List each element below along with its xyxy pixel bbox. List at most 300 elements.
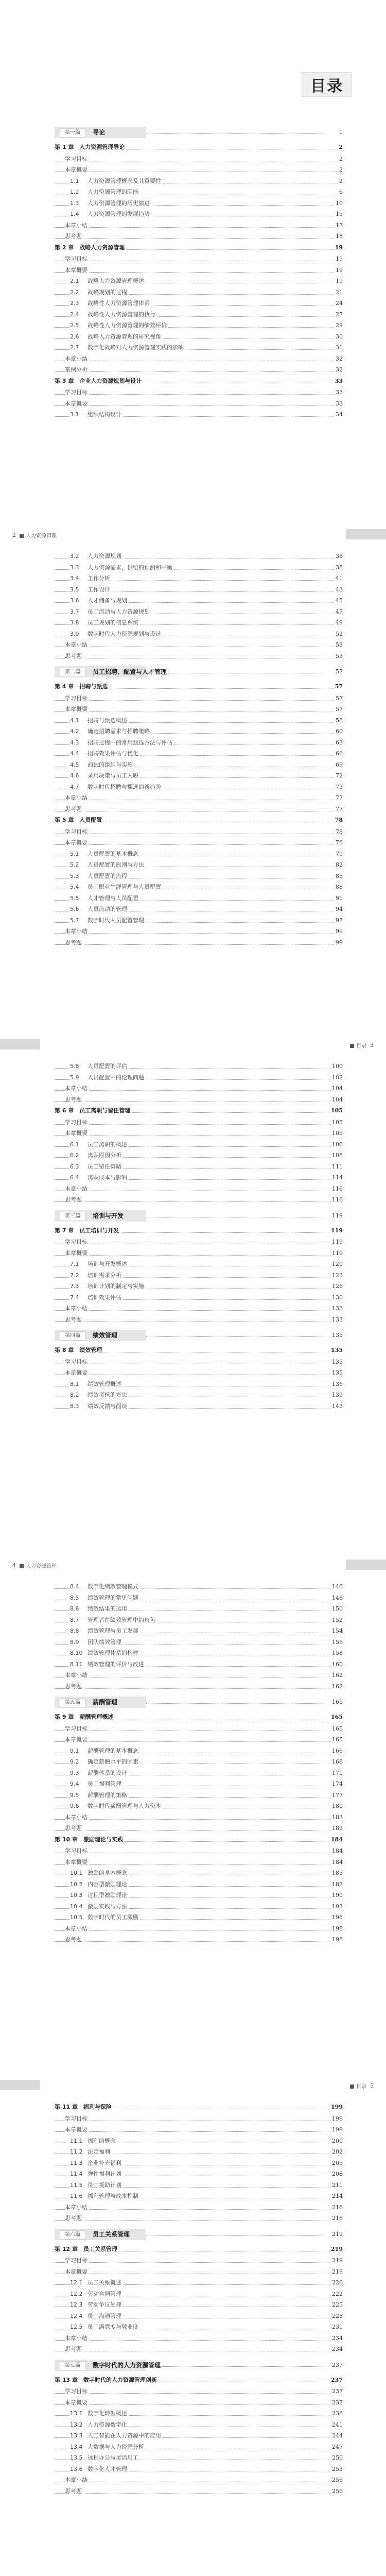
section-entry[interactable]	[55, 1390, 343, 1400]
entry-title	[70, 198, 151, 209]
subentry[interactable]	[55, 399, 343, 409]
subentry[interactable]	[55, 165, 343, 175]
page-ref: 222	[330, 2289, 343, 2299]
subentry[interactable]	[55, 1724, 343, 1734]
section-entry[interactable]	[55, 2442, 343, 2452]
page-ref: 24	[334, 298, 343, 309]
part-heading[interactable]	[55, 1697, 343, 1708]
toc-page	[0, 1551, 386, 2056]
section-title: 弹性福利计划	[87, 2171, 121, 2177]
section-entry[interactable]	[55, 320, 343, 331]
subentry[interactable]	[55, 1315, 343, 1325]
entry-title: 本章概要	[65, 2398, 89, 2408]
section-title: 战略性人力资源管理的执行	[87, 311, 155, 318]
part-heading[interactable]	[55, 2229, 343, 2240]
section-title: 绩效管理的评价与改进	[87, 1660, 144, 1668]
section-entry[interactable]	[55, 198, 343, 209]
entry-title	[70, 1390, 129, 1400]
section-title: 大数据与人力资源分析	[87, 2443, 144, 2450]
subentry[interactable]	[55, 1095, 343, 1105]
subentry[interactable]	[55, 1184, 343, 1194]
section-entry[interactable]	[55, 410, 343, 420]
section-title: 员工沟通管理	[87, 2312, 121, 2319]
entry-title: 第 12 章 员工关系管理	[55, 2244, 119, 2255]
subentry[interactable]	[55, 2114, 343, 2124]
subentry[interactable]	[55, 1357, 343, 1367]
subentry[interactable]	[55, 221, 343, 231]
leader-dots	[55, 1201, 343, 1202]
section-entry[interactable]	[55, 585, 343, 595]
section-entry[interactable]	[55, 860, 343, 870]
section-entry[interactable]	[55, 2322, 343, 2332]
running-head	[20, 1562, 57, 1569]
subentry[interactable]	[55, 2333, 343, 2344]
entry-title: 第 7 章 员工培训与开发	[55, 1226, 120, 1236]
section-entry[interactable]	[55, 1779, 343, 1789]
entry-title	[70, 1648, 140, 1658]
subentry[interactable]	[55, 2398, 343, 2408]
section-number: 4.2	[70, 728, 79, 735]
section-number: 11.4	[70, 2171, 83, 2177]
subentry[interactable]	[55, 354, 343, 364]
leader-dots	[55, 1830, 343, 1831]
section-entry[interactable]	[55, 760, 343, 770]
subentry[interactable]	[55, 938, 343, 948]
page-ref: 66	[334, 749, 343, 759]
subentry[interactable]	[55, 2475, 343, 2485]
section-entry[interactable]	[55, 1379, 343, 1389]
subentry[interactable]	[55, 1128, 343, 1139]
section-entry[interactable]	[55, 1293, 343, 1303]
page-ref: 6	[338, 187, 343, 197]
chapter-entry[interactable]	[55, 1712, 343, 1722]
section-entry[interactable]	[55, 771, 343, 781]
chapter-entry[interactable]	[55, 2375, 343, 2385]
page-ref: 162	[330, 1682, 343, 1692]
subentry[interactable]	[55, 1924, 343, 1934]
subentry[interactable]	[55, 387, 343, 398]
subentry[interactable]	[55, 2267, 343, 2277]
section-entry[interactable]	[55, 1140, 343, 1150]
section-entry[interactable]	[55, 1890, 343, 1901]
leader-dots	[55, 1819, 343, 1820]
section-title: 离职成本与影响	[87, 1174, 127, 1181]
section-entry[interactable]	[55, 343, 343, 353]
section-entry[interactable]	[55, 332, 343, 342]
section-entry[interactable]	[55, 1868, 343, 1878]
section-number: 1.1	[70, 177, 79, 184]
section-entry[interactable]	[55, 749, 343, 759]
section-entry[interactable]	[55, 1270, 343, 1281]
section-title: 培训效果评估	[87, 1294, 121, 1301]
section-entry[interactable]	[55, 916, 343, 926]
section-entry[interactable]	[55, 738, 343, 748]
section-entry[interactable]	[55, 1648, 343, 1658]
entry-title	[70, 1779, 123, 1789]
part-heading[interactable]	[55, 1210, 343, 1222]
subentry[interactable]	[55, 651, 343, 662]
subentry[interactable]	[55, 1303, 343, 1314]
section-entry[interactable]	[55, 1746, 343, 1756]
page-ref: 119	[329, 1226, 343, 1236]
page-ref: 120	[330, 1259, 343, 1269]
page-ref: 49	[334, 618, 343, 628]
section-title: 团队绩效管理	[87, 1638, 121, 1646]
subentry[interactable]	[55, 1083, 343, 1094]
section-title: 招聘与甄选概述	[87, 717, 127, 724]
entry-title	[70, 1401, 129, 1412]
subentry[interactable]	[55, 804, 343, 815]
part-number: 第四篇	[60, 1331, 85, 1341]
page-ref: 184	[330, 1846, 343, 1856]
section-entry[interactable]	[55, 2191, 343, 2201]
section-title: 面试的组织与实施	[87, 761, 133, 768]
section-entry[interactable]	[55, 551, 343, 562]
subentry[interactable]	[55, 926, 343, 937]
section-entry[interactable]	[55, 893, 343, 904]
section-number: 2.4	[70, 311, 79, 318]
page-ref: 219	[332, 2230, 343, 2238]
subentry[interactable]	[55, 1368, 343, 1378]
subentry[interactable]	[55, 1846, 343, 1856]
entry-title	[70, 916, 146, 926]
section-entry[interactable]	[55, 1637, 343, 1648]
section-entry[interactable]	[55, 209, 343, 219]
subentry[interactable]	[55, 1935, 343, 1945]
section-entry[interactable]	[55, 1593, 343, 1603]
section-entry[interactable]	[55, 1582, 343, 1592]
section-entry[interactable]	[55, 1615, 343, 1625]
section-entry[interactable]	[55, 849, 343, 859]
entry-title: 思考题	[65, 1095, 83, 1105]
entry-title	[70, 1746, 140, 1756]
section-number: 4.5	[70, 761, 79, 768]
section-entry[interactable]	[55, 2453, 343, 2463]
subentry[interactable]	[55, 231, 343, 242]
section-title: 福利的概念	[87, 2137, 116, 2144]
section-number: 13.2	[70, 2421, 83, 2428]
subentry[interactable]	[55, 1195, 343, 1205]
section-entry[interactable]	[55, 2136, 343, 2146]
page-ref: 126	[330, 1281, 343, 1292]
entry-title: 第 2 章 战略人力资源管理	[55, 243, 126, 253]
page-ref: 199	[330, 2114, 343, 2124]
page-ref: 193	[330, 1902, 343, 1912]
section-entry[interactable]	[55, 716, 343, 726]
page-ref: 63	[334, 738, 343, 748]
section-entry[interactable]	[55, 310, 343, 320]
section-entry[interactable]	[55, 1173, 343, 1183]
section-entry[interactable]	[55, 1902, 343, 1912]
section-entry[interactable]	[55, 2158, 343, 2168]
leader-dots	[55, 1310, 343, 1311]
part-number: 第二篇	[60, 668, 85, 677]
page-ref: 220	[330, 2278, 343, 2288]
page-ref: 219	[329, 2244, 343, 2255]
page-ref: 214	[330, 2191, 343, 2201]
section-title: 数字时代招聘与甄选的新趋势	[87, 783, 161, 790]
subentry[interactable]	[55, 827, 343, 837]
page-ref: 165	[329, 1712, 343, 1722]
page-ref: 2	[338, 154, 343, 164]
section-entry[interactable]	[55, 2147, 343, 2157]
entry-title	[70, 1593, 140, 1603]
subentry[interactable]	[55, 1823, 343, 1834]
part-title: 培训与开发	[93, 1212, 124, 1219]
section-entry[interactable]	[55, 1801, 343, 1811]
page-ref: 123	[330, 1270, 343, 1281]
entry-title: 学习目标	[65, 2114, 89, 2124]
section-entry[interactable]	[55, 1879, 343, 1890]
subentry[interactable]	[55, 1812, 343, 1823]
subentry[interactable]	[55, 1857, 343, 1868]
page-ref: 104	[330, 1095, 343, 1105]
subentry[interactable]	[55, 640, 343, 650]
chapter-entry[interactable]	[55, 1106, 343, 1116]
subentry[interactable]	[55, 1117, 343, 1128]
toc-list	[55, 2102, 343, 2571]
section-entry[interactable]	[55, 1790, 343, 1801]
section-entry[interactable]	[55, 1757, 343, 1767]
entry-title	[70, 176, 163, 187]
section-number: 6.1	[70, 1141, 79, 1148]
subentry[interactable]	[55, 693, 343, 704]
section-title: 薪酬管理的策略	[87, 1791, 127, 1799]
section-entry[interactable]	[55, 573, 343, 584]
section-entry[interactable]	[55, 871, 343, 882]
chapter-entry[interactable]	[55, 142, 343, 152]
section-entry[interactable]	[55, 1401, 343, 1412]
section-entry[interactable]	[55, 629, 343, 639]
page-ref: 238	[330, 2409, 343, 2419]
section-number: 2.5	[70, 322, 79, 329]
page-ref: 19	[334, 254, 343, 264]
entry-title	[70, 1626, 140, 1636]
chapter-entry[interactable]	[55, 376, 343, 386]
entry-title: 本章概要	[65, 2125, 89, 2135]
entry-title: 学习目标	[65, 387, 89, 398]
section-number: 3.2	[70, 553, 79, 560]
part-heading[interactable]	[55, 1330, 343, 1341]
section-entry[interactable]	[55, 276, 343, 286]
entry-title	[70, 904, 129, 914]
section-entry[interactable]	[55, 1073, 343, 1083]
part-title: 薪酬管理	[93, 1699, 118, 1706]
section-entry[interactable]	[55, 1604, 343, 1614]
section-entry[interactable]	[55, 2420, 343, 2430]
leader-dots	[55, 2493, 343, 2494]
chapter-entry[interactable]	[55, 682, 343, 692]
entry-title: 思考题	[65, 1682, 83, 1692]
section-entry[interactable]	[55, 2169, 343, 2179]
subentry[interactable]	[55, 1237, 343, 1247]
section-title: 数字化战略对人力资源管理实践的影响	[87, 344, 184, 351]
entry-title	[70, 860, 146, 870]
page-ref: 139	[330, 1390, 343, 1400]
section-title: 确定招聘需求与招聘策略	[87, 728, 150, 735]
section-title: 激励的基本概念	[87, 1870, 127, 1876]
page-ref: 18	[334, 231, 343, 242]
page-ref: 79	[334, 849, 343, 859]
leader-dots	[55, 1321, 343, 1322]
subentry[interactable]	[55, 365, 343, 375]
entry-title: 思考题	[65, 651, 83, 662]
section-title: 数字时代人员配置管理	[87, 917, 144, 924]
part-heading[interactable]	[55, 2360, 343, 2371]
subentry[interactable]	[55, 2486, 343, 2497]
subentry[interactable]	[55, 254, 343, 264]
part-heading[interactable]	[55, 666, 343, 677]
page-ref: 208	[330, 2169, 343, 2179]
subentry[interactable]	[55, 1248, 343, 1259]
chapter-entry[interactable]	[55, 243, 343, 253]
section-entry[interactable]	[55, 618, 343, 628]
section-title: 绩效反馈与面谈	[87, 1402, 127, 1410]
section-entry[interactable]	[55, 1061, 343, 1072]
section-entry[interactable]	[55, 1626, 343, 1636]
section-entry[interactable]	[55, 2278, 343, 2288]
entry-title	[70, 1582, 140, 1592]
entry-title	[70, 585, 112, 595]
leader-dots	[146, 1336, 325, 1337]
section-entry[interactable]	[55, 1162, 343, 1172]
subentry[interactable]	[55, 1735, 343, 1745]
entry-title	[70, 1868, 129, 1878]
section-entry[interactable]	[55, 2311, 343, 2321]
entry-title	[70, 2311, 123, 2321]
section-entry[interactable]	[55, 596, 343, 606]
section-number: 11.5	[70, 2181, 83, 2189]
page-ref: 47	[334, 607, 343, 617]
subentry[interactable]	[55, 704, 343, 715]
page-ref: 116	[330, 1195, 343, 1205]
entry-title	[70, 276, 146, 286]
page-ref: 57	[336, 668, 343, 675]
section-entry[interactable]	[55, 2464, 343, 2475]
section-entry[interactable]	[55, 2409, 343, 2419]
section-entry[interactable]	[55, 2300, 343, 2310]
section-entry[interactable]	[55, 904, 343, 914]
section-number: 1.2	[70, 189, 79, 195]
section-entry[interactable]	[55, 1259, 343, 1269]
section-number: 8.4	[70, 1583, 79, 1590]
section-entry[interactable]	[55, 882, 343, 892]
entry-title	[70, 2278, 123, 2288]
section-entry[interactable]	[55, 607, 343, 617]
section-number: 2.2	[70, 289, 79, 296]
subentry[interactable]	[55, 1682, 343, 1692]
subentry[interactable]	[55, 2202, 343, 2213]
section-entry[interactable]	[55, 563, 343, 573]
part-heading[interactable]	[55, 127, 343, 138]
section-number: 7.4	[70, 1294, 79, 1301]
subentry[interactable]	[55, 838, 343, 848]
section-entry[interactable]	[55, 1281, 343, 1292]
section-title: 录用决策与员工入职	[87, 772, 138, 779]
section-entry[interactable]	[55, 1659, 343, 1670]
section-entry[interactable]	[55, 1912, 343, 1923]
page-ref: 32	[334, 365, 343, 375]
section-title: 战略性人力资源管理的绩效评价	[87, 322, 167, 329]
leader-dots	[55, 944, 343, 945]
section-number: 6.3	[70, 1163, 79, 1170]
section-entry[interactable]	[55, 726, 343, 737]
chapter-entry[interactable]	[55, 2244, 343, 2255]
section-number: 8.5	[70, 1594, 79, 1601]
running-head	[350, 2082, 366, 2090]
section-entry[interactable]	[55, 298, 343, 309]
section-entry[interactable]	[55, 1768, 343, 1778]
entry-title: 本章小结	[65, 793, 89, 803]
leader-dots	[55, 2393, 343, 2394]
toc-page	[0, 520, 386, 1025]
section-title: 企业补充福利	[87, 2159, 121, 2166]
section-entry[interactable]	[55, 782, 343, 792]
entry-title: 本章小结	[65, 1812, 89, 1823]
subentry[interactable]	[55, 2125, 343, 2135]
section-number: 9.3	[70, 1769, 79, 1776]
chapter-entry[interactable]	[55, 815, 343, 825]
section-number: 4.1	[70, 717, 79, 724]
section-entry[interactable]	[55, 187, 343, 197]
section-title: 人力资源管理概念及其重要性	[87, 177, 161, 184]
section-title: 培训与开发概述	[87, 1261, 127, 1267]
leader-dots	[55, 2404, 343, 2405]
section-entry[interactable]	[55, 2289, 343, 2299]
entry-title: 学习目标	[65, 1724, 89, 1734]
entry-title	[70, 1879, 129, 1890]
subentry[interactable]	[55, 2256, 343, 2266]
chapter-entry[interactable]	[55, 1226, 343, 1236]
subentry[interactable]	[55, 2213, 343, 2224]
page-header	[0, 520, 386, 539]
section-number: 10.2	[70, 1880, 83, 1888]
section-number: 8.6	[70, 1605, 79, 1612]
entry-title	[70, 1890, 129, 1901]
chapter-entry[interactable]	[55, 1835, 343, 1845]
subentry[interactable]	[55, 2386, 343, 2397]
entry-title: 第 13 章 数字时代的人力资源管理创新	[55, 2375, 159, 2385]
section-title: 数字化绩效管理模式	[87, 1583, 138, 1590]
page-ref: 78	[334, 815, 343, 825]
leader-dots	[55, 394, 343, 395]
section-title: 人工智能在人力资源中的应用	[87, 2432, 161, 2439]
leader-dots	[55, 2209, 343, 2210]
section-entry[interactable]	[55, 287, 343, 298]
leader-dots	[55, 1101, 343, 1102]
chapter-entry[interactable]	[55, 2102, 343, 2112]
entry-title	[70, 2453, 140, 2463]
subentry[interactable]	[55, 1670, 343, 1681]
entry-title: 本章概要	[65, 838, 89, 848]
section-number: 5.9	[70, 1074, 79, 1081]
page-ref: 219	[330, 2267, 343, 2277]
section-entry[interactable]	[55, 2431, 343, 2441]
chapter-entry[interactable]	[55, 1345, 343, 1355]
section-number: 3.1	[70, 411, 79, 418]
section-entry[interactable]	[55, 2180, 343, 2191]
subentry[interactable]	[55, 265, 343, 276]
section-entry[interactable]	[55, 1150, 343, 1161]
subentry[interactable]	[55, 793, 343, 803]
subentry[interactable]	[55, 154, 343, 164]
entry-title	[70, 596, 129, 606]
page-ref: 34	[334, 410, 343, 420]
page-ref: 52	[334, 629, 343, 639]
section-entry[interactable]	[55, 176, 343, 187]
subentry[interactable]	[55, 2344, 343, 2354]
entry-title: 思考题	[65, 1315, 83, 1325]
